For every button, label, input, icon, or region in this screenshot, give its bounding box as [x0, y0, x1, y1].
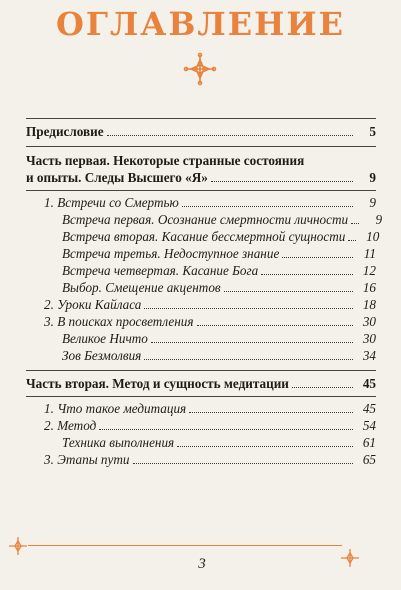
leader-dots: [211, 171, 353, 182]
page-number: 3: [198, 556, 206, 572]
toc-entry-label: Великое Ничто: [62, 331, 148, 346]
toc-entry-page: 34: [362, 348, 376, 363]
divider: [26, 370, 376, 371]
toc-entry-label: Выбор. Смещение акцентов: [62, 280, 221, 295]
divider: [26, 118, 376, 119]
leader-dots: [197, 315, 353, 326]
toc-entry-page: 9: [375, 212, 383, 227]
toc-entry-label: Техника выполнения: [62, 435, 175, 450]
toc-entry[interactable]: [26, 194, 376, 211]
toc-entry[interactable]: [26, 434, 376, 451]
toc-entry-page: 61: [362, 435, 376, 450]
toc-entry-label: 2. Метод: [44, 418, 97, 433]
toc-entry[interactable]: [26, 313, 376, 330]
toc-entry[interactable]: [26, 228, 380, 245]
toc-entry-page: 9: [369, 195, 376, 210]
toc-entry[interactable]: [26, 262, 376, 279]
toc-entry-page: 45: [362, 401, 376, 416]
toc-entry-page: 30: [362, 314, 376, 329]
toc-entry[interactable]: [26, 211, 383, 228]
toc-entry-page: 65: [362, 452, 376, 467]
divider: [26, 146, 376, 147]
toc-entry[interactable]: [26, 296, 376, 313]
toc-entry-page: 11: [363, 246, 376, 261]
toc-entry-part1[interactable]: Часть первая. Некоторые странные состояния и опыты. Следы Высшего «Я» 9: [26, 153, 376, 185]
part2-list: [26, 400, 376, 468]
leader-dots: [351, 213, 359, 224]
toc-entry-preface[interactable]: Предисловие 5: [26, 124, 376, 139]
toc-entry[interactable]: [26, 451, 376, 468]
toc-entry-part2[interactable]: Часть вторая. Метод и сущность медитации 45: [26, 376, 376, 391]
leader-dots: [182, 196, 353, 207]
corner-ornament-icon: [8, 536, 28, 556]
leader-dots: [107, 125, 353, 136]
page-title: ОГЛАВЛЕНИЕ: [56, 5, 345, 43]
toc-entry-page: 16: [362, 280, 376, 295]
toc-entry-page: 10: [366, 229, 380, 244]
leader-dots: [261, 264, 353, 275]
toc-entry-label: 1. Встречи со Смертью: [44, 195, 179, 210]
toc-entry-label: Зов Безмолвия: [62, 348, 142, 363]
toc-entry-label: 1. Что такое медитация: [44, 401, 187, 416]
toc-entry-page: 30: [362, 331, 376, 346]
corner-ornament-icon: [340, 548, 360, 568]
toc-entry[interactable]: [26, 400, 376, 417]
leader-dots: [189, 402, 353, 413]
part1-list: [26, 194, 383, 364]
leader-dots: [348, 230, 356, 241]
toc-entry-label: 2. Уроки Кайласа: [44, 297, 142, 312]
leader-dots: [144, 349, 353, 360]
toc-entry-label: Встреча третья. Недоступное знание: [62, 246, 280, 261]
divider: [26, 190, 376, 191]
leader-dots: [144, 298, 353, 309]
toc-entry-label: 3. В поисках просветления: [44, 314, 194, 329]
toc-entry[interactable]: [26, 279, 376, 296]
toc-entry-page: 54: [362, 418, 376, 433]
divider: [26, 396, 376, 397]
toc-entry-label: Встреча вторая. Касание бессмертной сущности: [62, 229, 346, 244]
toc-entry-page: 18: [362, 297, 376, 312]
leader-dots: [177, 436, 353, 447]
leader-dots: [133, 453, 354, 464]
toc-entry[interactable]: [26, 347, 376, 364]
toc-entry[interactable]: [26, 330, 376, 347]
leader-dots: [282, 247, 353, 258]
table-of-contents: [26, 118, 383, 468]
toc-entry-label: Встреча четвертая. Касание Бога: [62, 263, 259, 278]
toc-entry[interactable]: [26, 245, 376, 262]
toc-entry[interactable]: [26, 417, 376, 434]
leader-dots: [151, 332, 353, 343]
toc-entry-page: 12: [362, 263, 376, 278]
cross-ornament-icon: [183, 52, 217, 86]
leader-dots: [99, 419, 353, 430]
bottom-rule: [28, 545, 342, 546]
toc-entry-label: Встреча первая. Осознание смертности личности: [62, 212, 349, 227]
leader-dots: [292, 377, 353, 388]
toc-entry-label: 3. Этапы пути: [44, 452, 130, 467]
leader-dots: [224, 281, 353, 292]
